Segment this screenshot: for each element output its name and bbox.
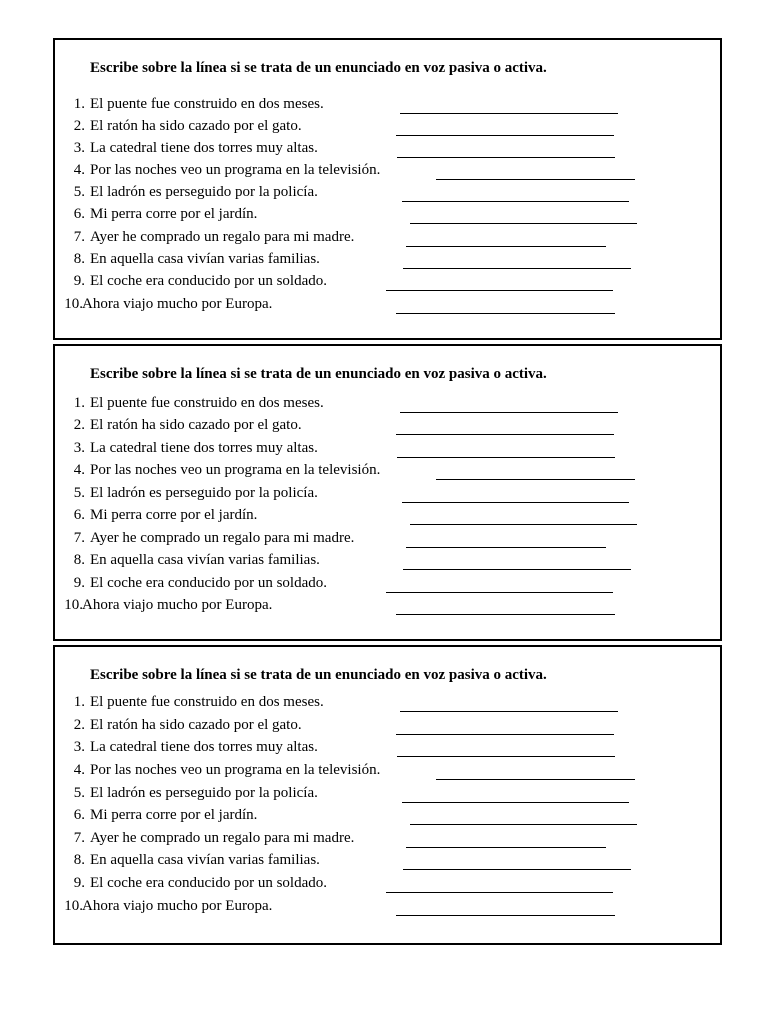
answer-line[interactable]	[410, 824, 637, 825]
answer-line[interactable]	[402, 802, 629, 803]
item-number: 8.	[73, 552, 85, 568]
worksheet-card	[53, 645, 722, 945]
answer-line[interactable]	[402, 201, 629, 202]
item-number: 2.	[73, 417, 85, 433]
item-number: 1.	[73, 395, 85, 411]
item-sentence: El coche era conducido por un soldado.	[90, 875, 328, 891]
item-sentence: El ratón ha sido cazado por el gato.	[90, 717, 302, 733]
item-sentence: Ahora viajo mucho por Europa.	[82, 597, 273, 613]
item-number: 10.	[64, 296, 83, 312]
answer-line[interactable]	[410, 223, 637, 224]
item-number: 3.	[73, 440, 85, 456]
instruction-title: Escribe sobre la línea si se trata de un enunciado en voz pasiva o activa.	[90, 667, 547, 683]
item-sentence: Por las noches veo un programa en la televisión.	[90, 762, 381, 778]
item-sentence: Por las noches veo un programa en la televisión.	[90, 162, 381, 178]
answer-line[interactable]	[402, 502, 629, 503]
item-sentence: El ratón ha sido cazado por el gato.	[90, 118, 302, 134]
item-number: 6.	[73, 807, 85, 823]
answer-line[interactable]	[403, 268, 631, 269]
item-number: 10.	[64, 898, 83, 914]
item-sentence: El puente fue construido en dos meses.	[90, 694, 324, 710]
item-sentence: Por las noches veo un programa en la televisión.	[90, 462, 381, 478]
item-number: 9.	[73, 875, 85, 891]
item-number: 3.	[73, 739, 85, 755]
answer-line[interactable]	[400, 711, 618, 712]
item-number: 5.	[73, 785, 85, 801]
item-sentence: Ayer he comprado un regalo para mi madre.	[90, 830, 355, 846]
item-number: 7.	[73, 830, 85, 846]
answer-line[interactable]	[406, 847, 606, 848]
instruction-title: Escribe sobre la línea si se trata de un enunciado en voz pasiva o activa.	[90, 60, 547, 76]
worksheet-card	[53, 344, 722, 641]
answer-line[interactable]	[396, 915, 615, 916]
answer-line[interactable]	[396, 434, 614, 435]
item-number: 5.	[73, 184, 85, 200]
answer-line[interactable]	[396, 313, 615, 314]
item-number: 6.	[73, 507, 85, 523]
instruction-title: Escribe sobre la línea si se trata de un enunciado en voz pasiva o activa.	[90, 366, 547, 382]
answer-line[interactable]	[400, 113, 618, 114]
item-number: 7.	[73, 229, 85, 245]
answer-line[interactable]	[436, 179, 635, 180]
answer-line[interactable]	[403, 569, 631, 570]
answer-line[interactable]	[386, 290, 613, 291]
item-sentence: El ladrón es perseguido por la policía.	[90, 485, 318, 501]
item-sentence: En aquella casa vivían varias familias.	[90, 251, 320, 267]
item-sentence: Ayer he comprado un regalo para mi madre.	[90, 229, 355, 245]
item-sentence: En aquella casa vivían varias familias.	[90, 552, 320, 568]
answer-line[interactable]	[436, 779, 635, 780]
item-sentence: El puente fue construido en dos meses.	[90, 96, 324, 112]
item-number: 9.	[73, 273, 85, 289]
item-number: 4.	[73, 462, 85, 478]
item-sentence: La catedral tiene dos torres muy altas.	[90, 440, 318, 456]
worksheet-card	[53, 38, 722, 340]
item-number: 10.	[64, 597, 83, 613]
answer-line[interactable]	[397, 457, 615, 458]
answer-line[interactable]	[403, 869, 631, 870]
item-number: 6.	[73, 206, 85, 222]
item-number: 8.	[73, 251, 85, 267]
item-number: 4.	[73, 762, 85, 778]
answer-line[interactable]	[400, 412, 618, 413]
item-number: 7.	[73, 530, 85, 546]
answer-line[interactable]	[397, 157, 615, 158]
answer-line[interactable]	[406, 246, 606, 247]
answer-line[interactable]	[386, 592, 613, 593]
answer-line[interactable]	[386, 892, 613, 893]
item-sentence: Mi perra corre por el jardín.	[90, 206, 258, 222]
item-sentence: Mi perra corre por el jardín.	[90, 807, 258, 823]
item-number: 4.	[73, 162, 85, 178]
answer-line[interactable]	[396, 614, 615, 615]
item-number: 8.	[73, 852, 85, 868]
item-sentence: La catedral tiene dos torres muy altas.	[90, 140, 318, 156]
item-sentence: Ayer he comprado un regalo para mi madre.	[90, 530, 355, 546]
item-sentence: El coche era conducido por un soldado.	[90, 575, 328, 591]
item-sentence: El ratón ha sido cazado por el gato.	[90, 417, 302, 433]
item-number: 1.	[73, 694, 85, 710]
item-number: 2.	[73, 717, 85, 733]
item-number: 3.	[73, 140, 85, 156]
item-sentence: La catedral tiene dos torres muy altas.	[90, 739, 318, 755]
item-number: 9.	[73, 575, 85, 591]
item-number: 5.	[73, 485, 85, 501]
item-number: 1.	[73, 96, 85, 112]
answer-line[interactable]	[396, 734, 614, 735]
item-sentence: Mi perra corre por el jardín.	[90, 507, 258, 523]
answer-line[interactable]	[406, 547, 606, 548]
answer-line[interactable]	[436, 479, 635, 480]
item-sentence: El ladrón es perseguido por la policía.	[90, 184, 318, 200]
item-sentence: El coche era conducido por un soldado.	[90, 273, 328, 289]
answer-line[interactable]	[396, 135, 614, 136]
item-sentence: El ladrón es perseguido por la policía.	[90, 785, 318, 801]
item-sentence: Ahora viajo mucho por Europa.	[82, 296, 273, 312]
item-sentence: El puente fue construido en dos meses.	[90, 395, 324, 411]
answer-line[interactable]	[397, 756, 615, 757]
item-sentence: En aquella casa vivían varias familias.	[90, 852, 320, 868]
item-sentence: Ahora viajo mucho por Europa.	[82, 898, 273, 914]
item-number: 2.	[73, 118, 85, 134]
answer-line[interactable]	[410, 524, 637, 525]
